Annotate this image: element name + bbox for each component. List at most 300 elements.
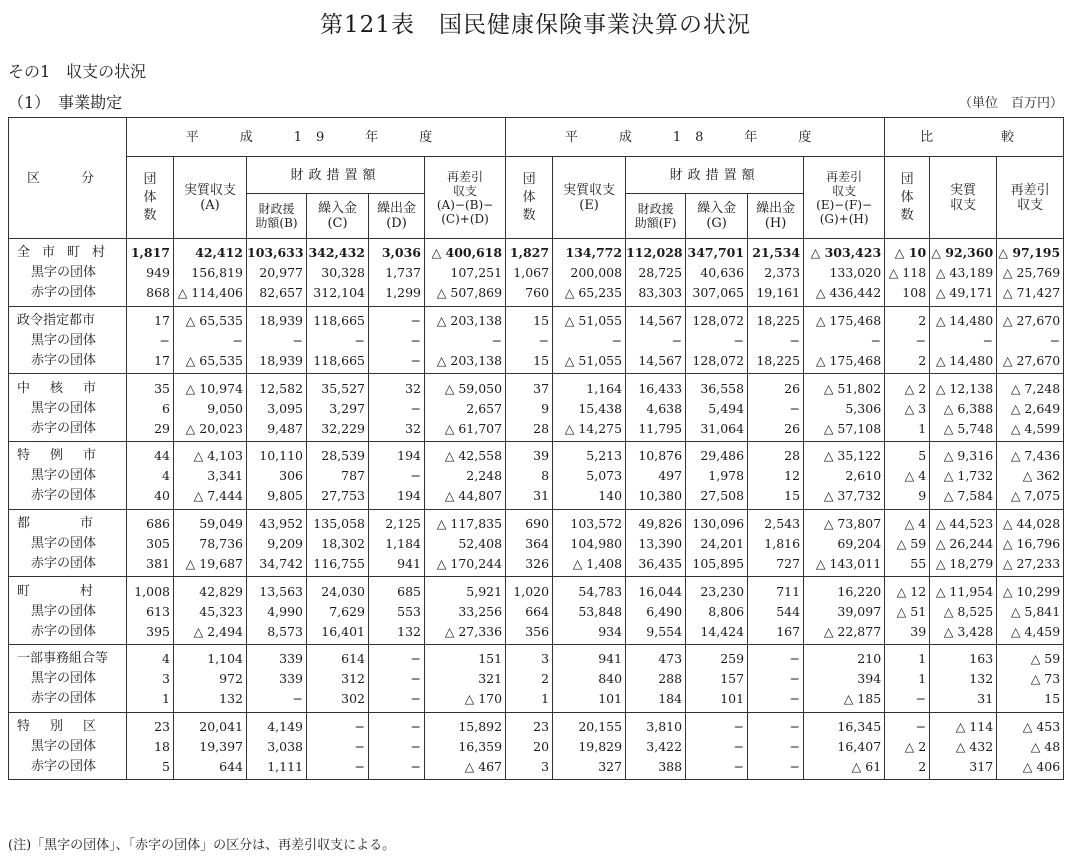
table-cell: 42,412 bbox=[174, 239, 247, 263]
table-cell: 339 bbox=[247, 645, 307, 669]
table-cell: 103,572 bbox=[553, 509, 626, 533]
table-cell: − bbox=[748, 712, 804, 736]
header-kurii-c: 繰入金 (C) bbox=[307, 194, 369, 239]
row-label-text: 町村 bbox=[17, 583, 144, 599]
table-cell: 28,539 bbox=[307, 442, 369, 466]
header-fy19: 平 成 19 年 度 bbox=[127, 118, 506, 157]
table-cell: △ 51,055 bbox=[553, 350, 626, 373]
table-cell: △ 27,233 bbox=[997, 553, 1064, 576]
table-cell: 200,008 bbox=[553, 263, 626, 283]
row-label bbox=[9, 442, 127, 466]
table-cell: 23,230 bbox=[686, 577, 748, 601]
table-cell: 130,096 bbox=[686, 509, 748, 533]
table-cell: 29,486 bbox=[686, 442, 748, 466]
row-label bbox=[9, 466, 127, 486]
table-cell: △ 92,360 bbox=[930, 239, 997, 263]
table-row bbox=[9, 756, 1064, 779]
table-cell: 3,341 bbox=[174, 466, 247, 486]
table-cell: 644 bbox=[174, 756, 247, 779]
table-cell: 473 bbox=[626, 645, 686, 669]
table-cell: △ 57,108 bbox=[804, 418, 885, 441]
row-label bbox=[9, 374, 127, 398]
table-cell: △ 48 bbox=[997, 737, 1064, 757]
table-cell: 1,817 bbox=[127, 239, 174, 263]
table-cell: 2,125 bbox=[369, 509, 425, 533]
table-cell: △ 1,732 bbox=[930, 466, 997, 486]
table-cell: 727 bbox=[748, 553, 804, 576]
table-cell: 347,701 bbox=[686, 239, 748, 263]
table-cell: 1 bbox=[885, 669, 930, 689]
table-cell: 163 bbox=[930, 645, 997, 669]
table-cell: 2 bbox=[885, 306, 930, 330]
table-cell: 1,008 bbox=[127, 577, 174, 601]
table-cell: △ 175,468 bbox=[804, 350, 885, 373]
table-cell: 151 bbox=[425, 645, 506, 669]
row-label-text: 黒字の団体 bbox=[31, 400, 97, 416]
table-cell: 1,978 bbox=[686, 466, 748, 486]
table-cell: 3,810 bbox=[626, 712, 686, 736]
table-cell: △ 4,599 bbox=[997, 418, 1064, 441]
table-cell: △ 37,732 bbox=[804, 486, 885, 509]
table-row bbox=[9, 398, 1064, 418]
table-cell: 2,248 bbox=[425, 466, 506, 486]
table-cell: − bbox=[369, 737, 425, 757]
table-cell: 2 bbox=[885, 350, 930, 373]
table-cell: △ 406 bbox=[997, 756, 1064, 779]
table-cell: 1,737 bbox=[369, 263, 425, 283]
table-cell: − bbox=[748, 737, 804, 757]
table-cell: 3,422 bbox=[626, 737, 686, 757]
table-cell: − bbox=[686, 756, 748, 779]
table-cell: 306 bbox=[247, 466, 307, 486]
table-cell: △ 432 bbox=[930, 737, 997, 757]
table-row bbox=[9, 486, 1064, 509]
table-cell: 49,826 bbox=[626, 509, 686, 533]
table-cell: △ 49,171 bbox=[930, 283, 997, 306]
table-cell: 686 bbox=[127, 509, 174, 533]
table-cell: 101 bbox=[553, 689, 626, 712]
table-cell: 5,306 bbox=[804, 398, 885, 418]
table-cell: 544 bbox=[748, 601, 804, 621]
table-cell: 118,665 bbox=[307, 306, 369, 330]
table-cell: − bbox=[686, 712, 748, 736]
row-label bbox=[9, 486, 127, 509]
header-kurid-d: 繰出金 (D) bbox=[369, 194, 425, 239]
table-cell: 210 bbox=[804, 645, 885, 669]
table-cell: 553 bbox=[369, 601, 425, 621]
table-cell: 103,633 bbox=[247, 239, 307, 263]
table-cell: 39,097 bbox=[804, 601, 885, 621]
table-cell: 194 bbox=[369, 442, 425, 466]
table-cell: △ 453 bbox=[997, 712, 1064, 736]
table-cell: △ 6,388 bbox=[930, 398, 997, 418]
table-cell: − bbox=[127, 331, 174, 351]
table-cell: 101 bbox=[686, 689, 748, 712]
table-cell: △ 175,468 bbox=[804, 306, 885, 330]
table-cell: 941 bbox=[553, 645, 626, 669]
table-row bbox=[9, 601, 1064, 621]
table-cell: △ 42,558 bbox=[425, 442, 506, 466]
row-label bbox=[9, 331, 127, 351]
row-label bbox=[9, 577, 144, 601]
table-cell: △ 2 bbox=[885, 374, 930, 398]
table-cell: △ 143,011 bbox=[804, 553, 885, 576]
table-row bbox=[9, 374, 1064, 398]
table-cell: − bbox=[369, 306, 425, 330]
table-cell: 3 bbox=[127, 669, 174, 689]
table-cell: △ 117,835 bbox=[425, 509, 506, 533]
table-cell: 685 bbox=[369, 577, 425, 601]
header-enjo-b: 財政援助額(B) bbox=[247, 194, 307, 239]
table-cell: 317 bbox=[930, 756, 997, 779]
table-cell: 29 bbox=[127, 418, 174, 441]
header-jisshitsu-e: 実質収支 (E) bbox=[553, 157, 626, 239]
unit-label: （単位 百万円） bbox=[958, 96, 1063, 111]
table-cell: − bbox=[748, 645, 804, 669]
table-cell: 949 bbox=[127, 263, 174, 283]
table-cell: 33,256 bbox=[425, 601, 506, 621]
subsection-title: （1） 事業勘定 bbox=[8, 93, 123, 112]
header-kubun: 区 分 bbox=[9, 118, 127, 239]
table-cell: △ 170,244 bbox=[425, 553, 506, 576]
table-cell: 12,582 bbox=[247, 374, 307, 398]
table-cell: 9,487 bbox=[247, 418, 307, 441]
table-cell: − bbox=[686, 737, 748, 757]
table-cell: △ 7,584 bbox=[930, 486, 997, 509]
table-cell: 326 bbox=[506, 553, 553, 576]
table-cell: 19,829 bbox=[553, 737, 626, 757]
table-cell: △ 27,336 bbox=[425, 621, 506, 644]
table-cell: 4 bbox=[127, 645, 174, 669]
table-cell: − bbox=[369, 645, 425, 669]
row-label-text: 赤字の団体 bbox=[31, 758, 97, 774]
table-cell: 305 bbox=[127, 534, 174, 554]
row-label bbox=[9, 398, 127, 418]
table-cell: 2,543 bbox=[748, 509, 804, 533]
table-cell: 18,302 bbox=[307, 534, 369, 554]
table-cell: 24,030 bbox=[307, 577, 369, 601]
table-cell: △ 7,248 bbox=[997, 374, 1064, 398]
table-cell: △ 3,428 bbox=[930, 621, 997, 644]
table-cell: 1,067 bbox=[506, 263, 553, 283]
row-label-text: 都市 bbox=[17, 516, 144, 532]
table-row bbox=[9, 645, 1064, 669]
table-cell: △ 97,195 bbox=[997, 239, 1064, 263]
table-cell: 16,359 bbox=[425, 737, 506, 757]
table-cell: − bbox=[307, 331, 369, 351]
table-cell: − bbox=[997, 331, 1064, 351]
table-cell: 2,610 bbox=[804, 466, 885, 486]
table-cell: 20,155 bbox=[553, 712, 626, 736]
table-cell: 760 bbox=[506, 283, 553, 306]
table-cell: 18 bbox=[127, 737, 174, 757]
table-cell: △ 73,807 bbox=[804, 509, 885, 533]
table-cell: △ 8,525 bbox=[930, 601, 997, 621]
table-row bbox=[9, 689, 1064, 712]
row-label-text: 赤字の団体 bbox=[31, 420, 97, 436]
table-cell: 105,895 bbox=[686, 553, 748, 576]
table-cell: △ 5,841 bbox=[997, 601, 1064, 621]
table-cell: − bbox=[247, 331, 307, 351]
table-cell: 157 bbox=[686, 669, 748, 689]
table-cell: 394 bbox=[804, 669, 885, 689]
table-cell: 31 bbox=[930, 689, 997, 712]
table-cell: △ 170 bbox=[425, 689, 506, 712]
table-cell: 307,065 bbox=[686, 283, 748, 306]
table-cell: 327 bbox=[553, 756, 626, 779]
table-cell: 32,229 bbox=[307, 418, 369, 441]
table-cell: 104,980 bbox=[553, 534, 626, 554]
table-cell: 36,558 bbox=[686, 374, 748, 398]
header-saisa-19: 再差引収支 (A)−(B)−(C)+(D) bbox=[425, 157, 506, 239]
table-cell: 3,038 bbox=[247, 737, 307, 757]
table-cell: △ 27,670 bbox=[997, 350, 1064, 373]
table-cell: 133,020 bbox=[804, 263, 885, 283]
table-cell: 2,657 bbox=[425, 398, 506, 418]
table-cell: 3 bbox=[506, 756, 553, 779]
table-cell: 8 bbox=[506, 466, 553, 486]
table-cell: 18,939 bbox=[247, 306, 307, 330]
table-row bbox=[9, 534, 1064, 554]
table-cell: △ 43,189 bbox=[930, 263, 997, 283]
row-label bbox=[9, 669, 127, 689]
header-kurid-h: 繰出金 (H) bbox=[748, 194, 804, 239]
table-cell: △ 59,050 bbox=[425, 374, 506, 398]
row-label-text: 赤字の団体 bbox=[31, 623, 97, 639]
table-row bbox=[9, 712, 1064, 736]
table-cell: △ 19,687 bbox=[174, 553, 247, 576]
table-row bbox=[9, 553, 1064, 576]
table-cell: 19,161 bbox=[748, 283, 804, 306]
row-label bbox=[9, 601, 127, 621]
table-cell: − bbox=[369, 689, 425, 712]
table-cell: △ 27,670 bbox=[997, 306, 1064, 330]
table-cell: 15 bbox=[748, 486, 804, 509]
table-cell: 5,921 bbox=[425, 577, 506, 601]
table-cell: 1 bbox=[506, 689, 553, 712]
table-cell: 4,990 bbox=[247, 601, 307, 621]
table-cell: − bbox=[369, 350, 425, 373]
table-cell: 613 bbox=[127, 601, 174, 621]
table-cell: 17 bbox=[127, 306, 174, 330]
table-cell: 364 bbox=[506, 534, 553, 554]
table-cell: − bbox=[626, 331, 686, 351]
table-cell: 664 bbox=[506, 601, 553, 621]
table-cell: − bbox=[506, 331, 553, 351]
table-cell: 69,204 bbox=[804, 534, 885, 554]
table-cell: − bbox=[930, 331, 997, 351]
table-cell: 156,819 bbox=[174, 263, 247, 283]
table-cell: △ 65,235 bbox=[553, 283, 626, 306]
table-cell: 40 bbox=[127, 486, 174, 509]
table-cell: 14,567 bbox=[626, 306, 686, 330]
row-label bbox=[9, 645, 127, 669]
table-cell: 24,201 bbox=[686, 534, 748, 554]
header-cmp-jisshitsu: 実質収支 bbox=[930, 157, 997, 239]
table-cell: 972 bbox=[174, 669, 247, 689]
table-cell: − bbox=[748, 398, 804, 418]
table-cell: 18,225 bbox=[748, 306, 804, 330]
table-cell: 118,665 bbox=[307, 350, 369, 373]
table-cell: 2 bbox=[506, 669, 553, 689]
table-cell: △ 44,028 bbox=[997, 509, 1064, 533]
table-cell: 259 bbox=[686, 645, 748, 669]
row-label-text: 全市町村 bbox=[17, 245, 118, 261]
table-cell: △ 65,535 bbox=[174, 350, 247, 373]
table-cell: 15 bbox=[506, 350, 553, 373]
table-cell: 1,827 bbox=[506, 239, 553, 263]
table-cell: 690 bbox=[506, 509, 553, 533]
table-cell: 2,373 bbox=[748, 263, 804, 283]
header-comparison: 比 較 bbox=[885, 118, 1064, 157]
table-cell: △ 11,954 bbox=[930, 577, 997, 601]
table-cell: 9 bbox=[506, 398, 553, 418]
table-cell: 5 bbox=[127, 756, 174, 779]
table-cell: − bbox=[425, 331, 506, 351]
table-cell: − bbox=[369, 466, 425, 486]
table-cell: 35 bbox=[127, 374, 174, 398]
table-cell: 302 bbox=[307, 689, 369, 712]
table-cell: 23 bbox=[127, 712, 174, 736]
table-cell: △ 7,444 bbox=[174, 486, 247, 509]
table-cell: − bbox=[885, 689, 930, 712]
table-cell: 12 bbox=[748, 466, 804, 486]
table-cell: 8,806 bbox=[686, 601, 748, 621]
table-cell: − bbox=[369, 398, 425, 418]
table-cell: 19,397 bbox=[174, 737, 247, 757]
table-cell: △ 44,807 bbox=[425, 486, 506, 509]
table-cell: 184 bbox=[626, 689, 686, 712]
table-cell: 9 bbox=[885, 486, 930, 509]
row-label bbox=[9, 712, 127, 736]
footnote: (注)「黒字の団体」、「赤字の団体」の区分は、再差引収支による。 bbox=[8, 838, 396, 853]
row-label bbox=[9, 239, 127, 263]
table-cell: 614 bbox=[307, 645, 369, 669]
table-cell: 5,494 bbox=[686, 398, 748, 418]
table-cell: △ 4 bbox=[885, 466, 930, 486]
row-label-text: 黒字の団体 bbox=[31, 603, 97, 619]
table-cell: 388 bbox=[626, 756, 686, 779]
header-saisa-18: 再差引収支 (E)−(F)−(G)+(H) bbox=[804, 157, 885, 239]
table-cell: − bbox=[307, 712, 369, 736]
table-cell: 26 bbox=[748, 374, 804, 398]
table-cell: 10,876 bbox=[626, 442, 686, 466]
table-cell: 1,104 bbox=[174, 645, 247, 669]
table-cell: 1 bbox=[885, 418, 930, 441]
table-cell: 132 bbox=[930, 669, 997, 689]
table-cell: 112,028 bbox=[626, 239, 686, 263]
table-row bbox=[9, 331, 1064, 351]
table-cell: △ 10,974 bbox=[174, 374, 247, 398]
table-row bbox=[9, 263, 1064, 283]
table-cell: 135,058 bbox=[307, 509, 369, 533]
row-label-text: 政令指定都市 bbox=[17, 313, 96, 329]
table-cell: 54,783 bbox=[553, 577, 626, 601]
table-cell: 36,435 bbox=[626, 553, 686, 576]
table-cell: 8,573 bbox=[247, 621, 307, 644]
table-cell: 1,299 bbox=[369, 283, 425, 306]
table-cell: 83,303 bbox=[626, 283, 686, 306]
table-cell: 941 bbox=[369, 553, 425, 576]
table-cell: − bbox=[804, 331, 885, 351]
table-cell: 381 bbox=[127, 553, 174, 576]
table-row bbox=[9, 669, 1064, 689]
table-cell: 787 bbox=[307, 466, 369, 486]
table-cell: 194 bbox=[369, 486, 425, 509]
table-row bbox=[9, 239, 1064, 263]
row-label bbox=[9, 756, 127, 779]
table-cell: △ 59 bbox=[997, 645, 1064, 669]
table-cell: 107,251 bbox=[425, 263, 506, 283]
table-cell: 128,072 bbox=[686, 350, 748, 373]
table-cell: 28 bbox=[748, 442, 804, 466]
table-cell: △ 14,480 bbox=[930, 350, 997, 373]
table-cell: 9,554 bbox=[626, 621, 686, 644]
table-cell: △ 507,869 bbox=[425, 283, 506, 306]
table-cell: − bbox=[369, 331, 425, 351]
table-cell: △ 4,459 bbox=[997, 621, 1064, 644]
table-cell: △ 114,406 bbox=[174, 283, 247, 306]
table-cell: 3 bbox=[506, 645, 553, 669]
table-cell: △ 20,023 bbox=[174, 418, 247, 441]
row-label bbox=[9, 418, 127, 441]
table-cell: △ 185 bbox=[804, 689, 885, 712]
table-row bbox=[9, 283, 1064, 306]
table-cell: 37 bbox=[506, 374, 553, 398]
section-title: その1 収支の状況 bbox=[8, 62, 147, 81]
table-cell: 16,044 bbox=[626, 577, 686, 601]
table-cell: 30,328 bbox=[307, 263, 369, 283]
table-cell: △ 71,427 bbox=[997, 283, 1064, 306]
table-cell: 4,638 bbox=[626, 398, 686, 418]
row-label-text: 赤字の団体 bbox=[31, 285, 97, 301]
table-cell: 342,432 bbox=[307, 239, 369, 263]
row-label bbox=[9, 306, 127, 330]
row-label-text: 黒字の団体 bbox=[31, 265, 97, 281]
table-cell: 28 bbox=[506, 418, 553, 441]
table-cell: 52,408 bbox=[425, 534, 506, 554]
table-cell: − bbox=[686, 331, 748, 351]
table-cell: 59,049 bbox=[174, 509, 247, 533]
table-cell: △ 12 bbox=[885, 577, 930, 601]
table-cell: △ 14,275 bbox=[553, 418, 626, 441]
table-cell: − bbox=[369, 712, 425, 736]
table-cell: 5,213 bbox=[553, 442, 626, 466]
table-cell: △ 400,618 bbox=[425, 239, 506, 263]
table-row bbox=[9, 509, 1064, 533]
table-cell: 2 bbox=[885, 756, 930, 779]
table-cell: 5,073 bbox=[553, 466, 626, 486]
table-cell: △ 467 bbox=[425, 756, 506, 779]
table-cell: 15 bbox=[506, 306, 553, 330]
table-cell: 395 bbox=[127, 621, 174, 644]
table-cell: 16,220 bbox=[804, 577, 885, 601]
table-cell: 31,064 bbox=[686, 418, 748, 441]
table-row bbox=[9, 577, 1064, 601]
row-label bbox=[9, 350, 127, 373]
table-cell: △ 362 bbox=[997, 466, 1064, 486]
table-cell: 497 bbox=[626, 466, 686, 486]
table-cell: 20,041 bbox=[174, 712, 247, 736]
table-cell: 23 bbox=[506, 712, 553, 736]
table-cell: 18,939 bbox=[247, 350, 307, 373]
table-cell: △ 436,442 bbox=[804, 283, 885, 306]
header-cmp-dantai: 団体数 bbox=[885, 157, 930, 239]
table-row bbox=[9, 442, 1064, 466]
table-row bbox=[9, 350, 1064, 373]
table-cell: 5 bbox=[885, 442, 930, 466]
table-row bbox=[9, 621, 1064, 644]
